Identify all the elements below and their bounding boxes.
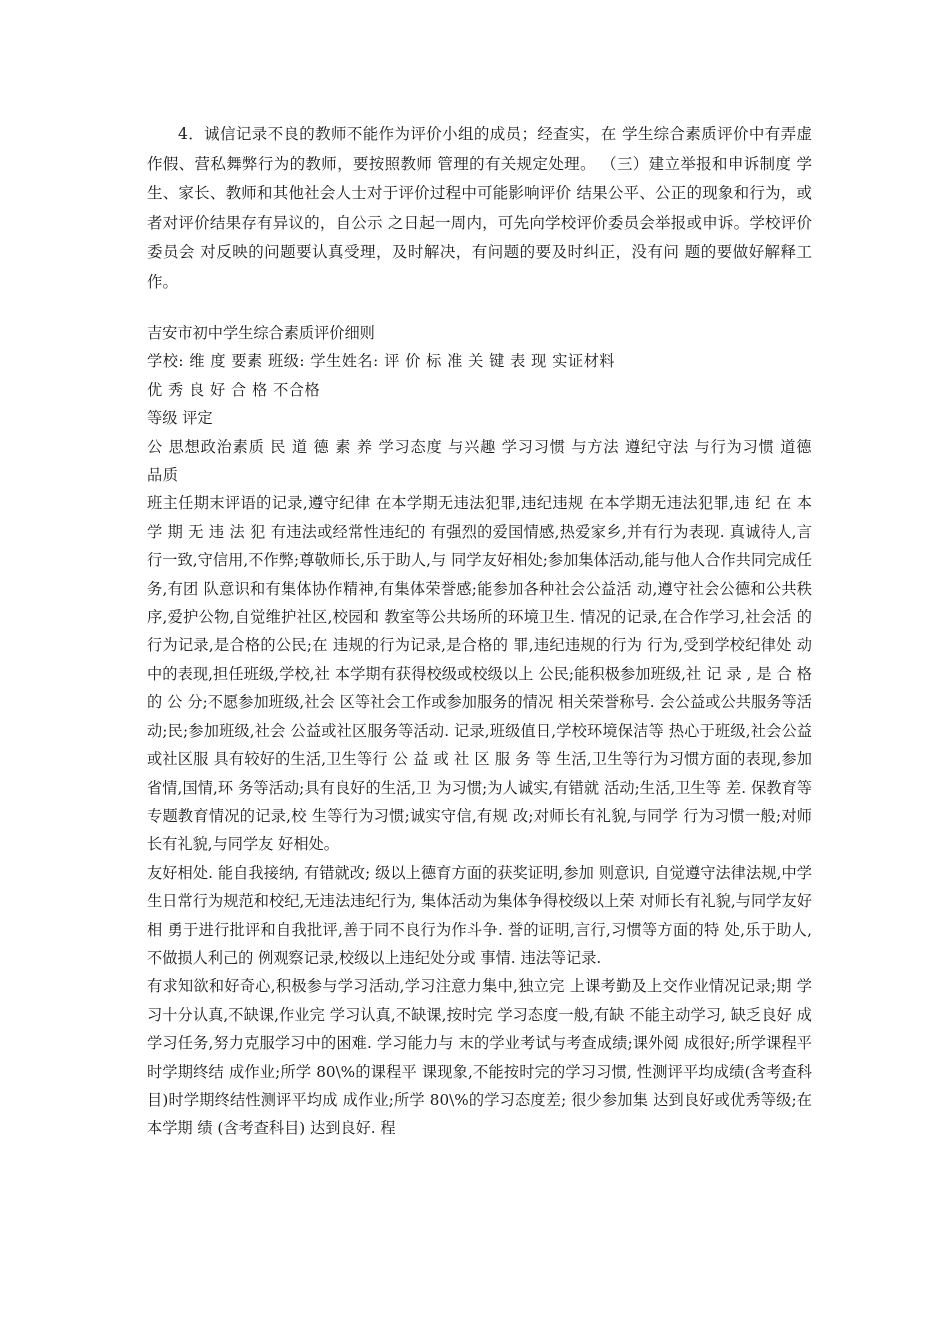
categories-line: 公 思想政治素质 民 道 德 素 养 学习态度 与兴趣 学习习惯 与方法 遵纪守法 与行为习惯 道德品质 (147, 437, 812, 485)
evaluation-rules-section (147, 319, 812, 1143)
grade-levels-line: 优 秀 良 好 合 格 不合格 (147, 380, 321, 399)
paragraph-conduct: 班主任期末评语的记录,遵守纪律 在本学期无违法犯罪,违纪违规 在本学期无违法犯罪,违 纪 在 本 学 期 无 违 法 犯 有违法或经常性违纪的 有强烈的爱国情感,热爱家乡,并有行为表现. 真诚待人,言行一致,守信用,不作弊;尊敬师长,乐于助人,与 同学友好相处;参加集体活动,能与他人合作共同完成任务,有团 队意识和有集体协作精神,有集体荣誉感;能参加各种社会公益活 动,遵守社会公德和公共秩序,爱护公物,自觉维护社区,校园和 教室等公共场所的环境卫生. 情况的记录,在合作学习,社会活 的行为记录,是合格的公民;在 违规的行为记录,是合格的 罪,违纪违规的行为 行为,受到学校纪律处 动中的表现,担任班级,学校,社 本学期有获得校级或校级以上 公民;能积极参加班级,社 记 录 , 是 合 格 的 公 分;不愿参加班级,社会 区等社会工作或参加服务的情况 相关荣誉称号. 会公益或公共服务等活动;民;参加班级,社会 公益或社区服务等活动. 记录,班级值日,学校环境保洁等 热心于班级,社会公益或社区服 具有较好的生活,卫生等行 公 益 或 社 区 服 务 等 生活,卫生等行为习惯方面的表现,参加省情,国情,环 务等活动;具有良好的生活,卫 为习惯;为人诚实,有错就 活动;生活,卫生等 差. 保教育等专题教育情况的记录,校 生等行为习惯;诚实守信,有规 改;对师长有礼貌,与同学 行为习惯一般;对师 长有礼貌,与同学友 好相处。 (147, 494, 812, 854)
rating-line: 等级 评定 (147, 409, 213, 428)
intro-paragraph: 4．诚信记录不良的教师不能作为评价小组的成员；经查实，在 学生综合素质评价中有弄虚作假、营私舞弊行为的教师，要按照教师 管理的有关规定处理。 （三）建立举报和申诉制度 学生、家长、教师和其他社会人士对于评价过程中可能影响评价 结果公平、公正的现象和行为，或者对评价结果存有异议的，自公示 之日起一周内，可先向学校评价委员会举报或申诉。学校评价委员会 对反映的问题要认真受理，及时解决，有问题的要及时纠正，没有问 题的要做好解释工作。 (147, 125, 812, 291)
paragraph-behavior: 友好相处. 能自我接纳, 有错就改; 级以上德育方面的获奖证明,参加 则意识, 自觉遵守法律法规,中学生日常行为规范和校纪,无违法违纪行为, 集体活动为集体争得校级以上荣 对师长有礼貌,与同学友好相 勇于进行批评和自我批评,善于同不良行为作斗争. 誉的证明,言行,习惯等方面的特 处,乐于助人,不做损人利己的 例观察记录,校级以上违纪处分或 事情. 违法等记录. (147, 863, 812, 967)
document-title: 吉安市初中学生综合素质评价细则 (147, 324, 375, 342)
paragraph-study: 有求知欲和好奇心,积极参与学习活动,学习注意力集中,独立完 上课考勤及上交作业情况记录;期 学习十分认真,不缺课,作业完 学习认真,不缺课,按时完 学习态度一般,有缺 不能主动学习, 缺乏良好 成学习任务,努力克服学习中的困难. 学习能力与 末的学业考试与考查成绩;课外阅 成很好;所学课程平时学期终结 成作业;所学 80\%的课程平 课现象,不能按时完的学习习惯, 性测评平均成绩(含考查科目)时学期终结性测评平均成 成作业;所学 80\%的学习态度差; 很少参加集 达到良好或优秀等级;在本学期 绩 (含考查科目) 达到良好. 程 (147, 977, 812, 1138)
table-header-line: 学校: 维 度 要素 班级: 学生姓名: 评 价 标 准 关 键 表 现 实证材料 (147, 352, 615, 371)
